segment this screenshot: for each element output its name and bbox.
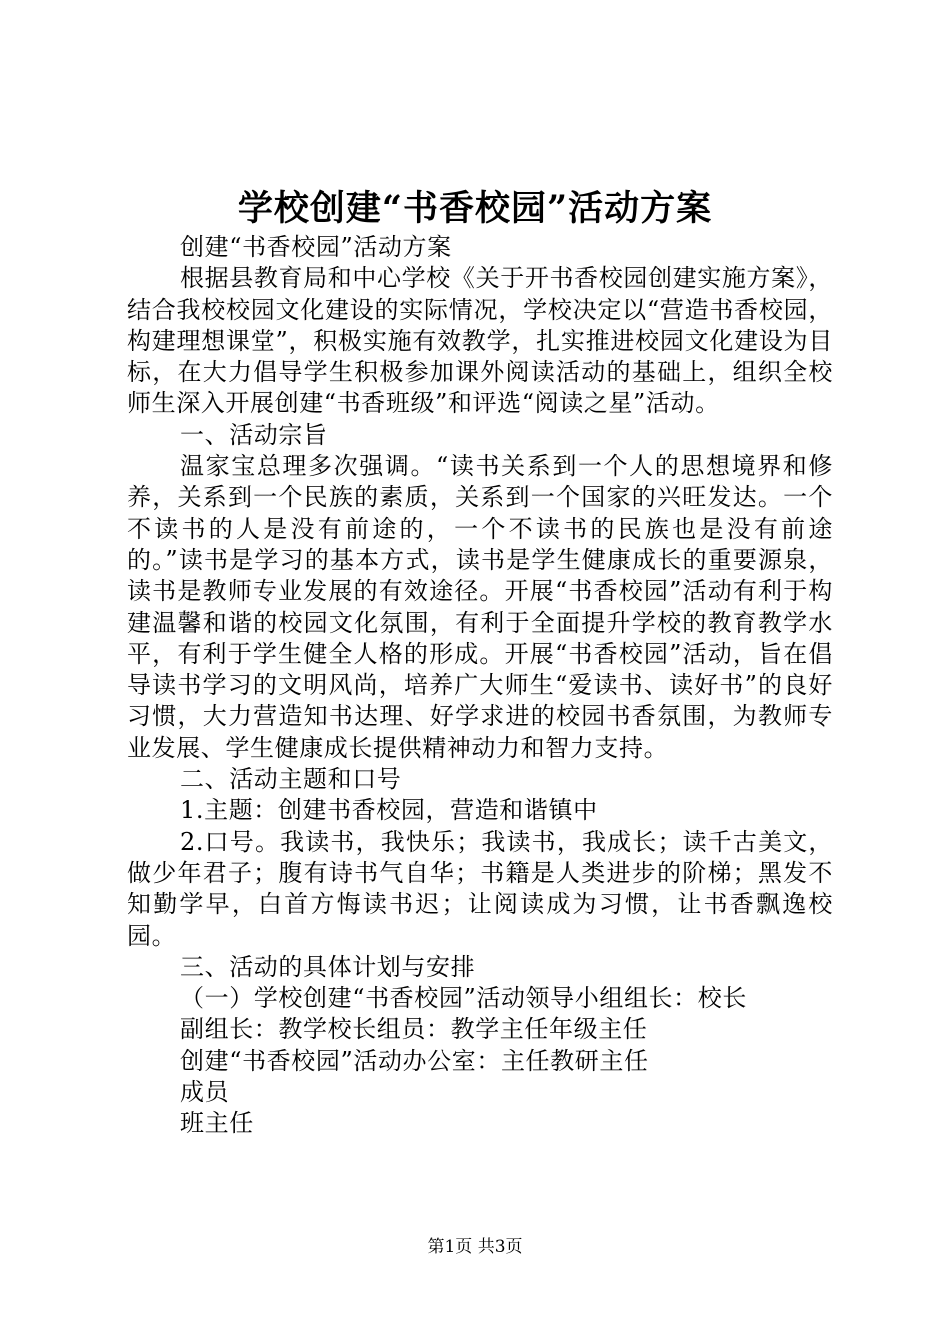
paragraph-subtitle: 创建“书香校园”活动方案 (180, 233, 452, 261)
paragraph-members: 成员 (180, 1078, 230, 1107)
paragraph-theme: 1.主题：创建书香校园，营造和谐镇中 (180, 796, 598, 825)
page-number-footer: 第1页 共3页 (427, 1237, 523, 1257)
paragraph-deputy: 副组长：教学校长组员：教学主任年级主任 (180, 1015, 648, 1044)
paragraph-class-teacher: 班主任 (180, 1109, 254, 1138)
paragraph-slogan: 2.口号。我读书，我快乐；我读书，我成长；读千古美文，做少年君子；腹有诗书气自华；书籍是人类进步的阶梯；黑发不知勤学早，白首方悔读书迟；让阅读成为习惯，让书香飘逸校园。 (127, 827, 833, 950)
document-body (127, 232, 833, 1140)
paragraph-leadership: （一）学校创建“书香校园”活动领导小组组长：校长 (180, 984, 747, 1013)
paragraph-purpose: 温家宝总理多次强调。“读书关系到一个人的思想境界和修养，关系到一个民族的素质，关系到一个国家的兴旺发达。一个不读书的人是没有前途的，一个不读书的民族也是没有前途的。”读书是学习的基本方式，读书是学生健康成长的重要源泉，读书是教师专业发展的有效途径。开展“书香校园”活动有利于构建温馨和谐的校园文化氛围，有利于全面提升学校的教育教学水平，有利于学生健全人格的形成。开展“书香校园”活动，旨在倡导读书学习的文明风尚，培养广大师生“爱读书、读好书”的良好习惯，大力营造知书达理、好学求进的校园书香氛围，为教师专业发展、学生健康成长提供精神动力和智力支持。 (127, 452, 833, 762)
paragraph-office: 创建“书香校园”活动办公室：主任教研主任 (180, 1046, 649, 1075)
heading-theme-slogan: 二、活动主题和口号 (180, 765, 402, 794)
paragraph-intro: 根据县教育局和中心学校《关于开书香校园创建实施方案》，结合我校校园文化建设的实际情况，学校决定以“营造书香校园，构建理想课堂”，积极实施有效教学，扎实推进校园文化建设为目标，在大力倡导学生积极参加课外阅读活动的基础上，组织全校师生深入开展创建“书香班级”和评选“阅读之星”活动。 (127, 264, 833, 418)
heading-purpose: 一、活动宗旨 (180, 420, 328, 449)
heading-plan: 三、活动的具体计划与安排 (180, 952, 476, 981)
document-title: 学校创建“书香校园”活动方案 (237, 188, 713, 229)
